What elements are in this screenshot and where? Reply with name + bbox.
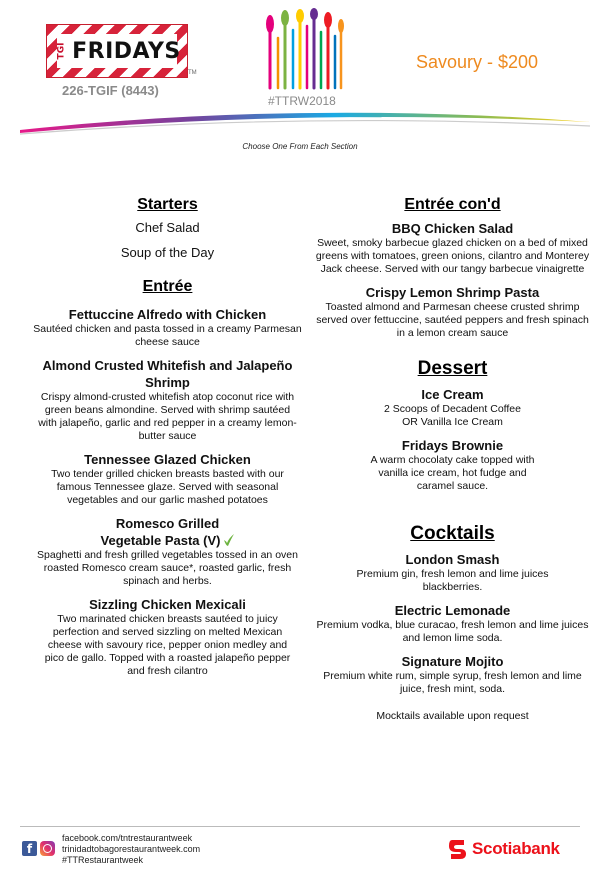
section-title-starters: Starters — [137, 196, 198, 213]
menu-item-lemon-shrimp-pasta — [315, 284, 590, 340]
menu-item-description: Spaghetti and fresh grilled vegetables tossed in an oven roasted Romesco cream sauce*, roasted garlic, fresh spinach and herbs. — [37, 549, 298, 587]
instagram-icon[interactable] — [40, 841, 55, 856]
scotiabank-s-icon — [448, 838, 468, 860]
menu-item-bbq-chicken-salad — [315, 220, 590, 276]
menu-item-name: London Smash — [405, 552, 500, 567]
event-hashtag: #TTRW2018 — [268, 94, 336, 108]
menu-item-description: Two marinated chicken breasts sautéed to juicy perfection and served sizzling on melted Mexican cheese with savoury rice, pepper onion medley and pico de gallo. Topped with a roasted jalapeño pepper and fresh cilantro — [44, 613, 291, 677]
menu-item-description: Sweet, smoky barbecue glazed chicken on a bed of mixed greens with tomatoes, green onions, cilantro and Monterey Jack cheese. Served with our tangy barbecue vinaigrette — [315, 237, 590, 275]
menu-item-name: Sizzling Chicken Mexicali — [89, 597, 246, 612]
menu-item-sizzling-mexicali — [30, 596, 305, 678]
footer-divider — [20, 826, 580, 827]
menu-item-description: Two tender grilled chicken breasts basted with our famous Tennessee glaze. Served with seasonal vegetables and our garlic mashed potatoes — [51, 468, 284, 506]
section-title-cocktails: Cocktails — [410, 523, 495, 544]
left-menu-column — [30, 196, 305, 678]
menu-item-fridays-brownie — [315, 437, 590, 493]
menu-item-almond-whitefish — [30, 357, 305, 443]
menu-item-name-text: Vegetable Pasta (V) — [100, 533, 221, 548]
menu-item-name: Signature Mojito — [401, 654, 504, 669]
scotiabank-logo — [448, 838, 560, 860]
menu-item-chef-salad: Chef Salad — [135, 220, 200, 235]
scotiabank-name: Scotiabank — [472, 839, 560, 858]
right-menu-column — [315, 196, 590, 722]
menu-item-soup-of-the-day: Soup of the Day — [120, 245, 215, 260]
logo-trademark: TM — [188, 70, 197, 76]
fridays-logo — [46, 24, 188, 78]
menu-item-london-smash — [315, 551, 590, 594]
section-title-entree: Entrée — [142, 278, 193, 295]
menu-instruction: Choose One From Each Section — [242, 142, 358, 151]
logo-fridays-text: FRIDAYS — [72, 38, 181, 64]
logo-tgi-text: TGI — [56, 42, 67, 60]
hashtag-link[interactable]: #TTRestaurantweek — [62, 855, 144, 865]
facebook-link[interactable]: facebook.com/tntrestaurantweek — [62, 833, 193, 843]
facebook-icon[interactable]: f — [22, 841, 37, 856]
section-title-entree-cont: Entrée con'd — [404, 196, 501, 213]
menu-item-description: Premium vodka, blue curacao, fresh lemon and lime juices and lemon lime soda. — [316, 619, 589, 644]
menu-item-description: 2 Scoops of Decadent Coffee OR Vanilla Ice Cream — [384, 403, 521, 428]
menu-item-name: Ice Cream — [421, 387, 484, 402]
social-links — [62, 833, 200, 866]
website-link[interactable]: trinidadtobagorestaurantweek.com — [62, 844, 201, 854]
menu-item-romesco-pasta — [30, 515, 305, 588]
menu-item-fettuccine — [30, 306, 305, 349]
menu-item-signature-mojito — [315, 653, 590, 696]
fridays-logo-inner — [56, 34, 181, 68]
menu-item-ice-cream — [315, 386, 590, 429]
menu-item-description: Crispy almond-crusted whitefish atop coconut rice with green beans almondine. Served with shrimp sautéed with jalapeño, garlic and red pepper in a creamy lemon-butter sauce — [38, 391, 297, 442]
menu-item-name: Fridays Brownie — [401, 438, 504, 453]
menu-item-name-line2 — [30, 532, 305, 549]
section-title-dessert: Dessert — [417, 358, 488, 379]
menu-title: Savoury - $200 — [416, 52, 539, 72]
menu-item-name: Electric Lemonade — [394, 603, 511, 618]
menu-item-description: Sautéed chicken and pasta tossed in a creamy Parmesan cheese sauce — [33, 323, 302, 348]
menu-item-name: Tennessee Glazed Chicken — [84, 452, 251, 467]
mocktails-note: Mocktails available upon request — [376, 710, 529, 722]
menu-item-name: Fettuccine Alfredo with Chicken — [68, 307, 267, 322]
menu-item-description: Toasted almond and Parmesan cheese crusted shrimp served over fettuccine, sautéed peppers and fresh spinach in a lemon cream sauce — [316, 301, 589, 339]
cutlery-art-icon — [265, 8, 345, 94]
menu-item-description: Premium white rum, simple syrup, fresh lemon and lime juice, fresh mint, soda. — [323, 670, 582, 695]
menu-item-name: Almond Crusted Whitefish and Jalapeño Shrimp — [42, 358, 293, 390]
menu-item-description: A warm chocolaty cake topped with vanilla ice cream, hot fudge and caramel sauce. — [370, 454, 535, 492]
menu-item-electric-lemonade — [315, 602, 590, 645]
menu-item-name: BBQ Chicken Salad — [391, 221, 514, 236]
menu-item-name-line1: Romesco Grilled — [115, 516, 220, 531]
menu-item-name: Crispy Lemon Shrimp Pasta — [365, 285, 540, 300]
phone-number: 226-TGIF (8443) — [62, 83, 159, 98]
menu-item-description: Premium gin, fresh lemon and lime juices blackberries. — [356, 568, 549, 593]
vegetarian-leaf-icon — [222, 533, 234, 547]
menu-item-tennessee-chicken — [30, 451, 305, 507]
